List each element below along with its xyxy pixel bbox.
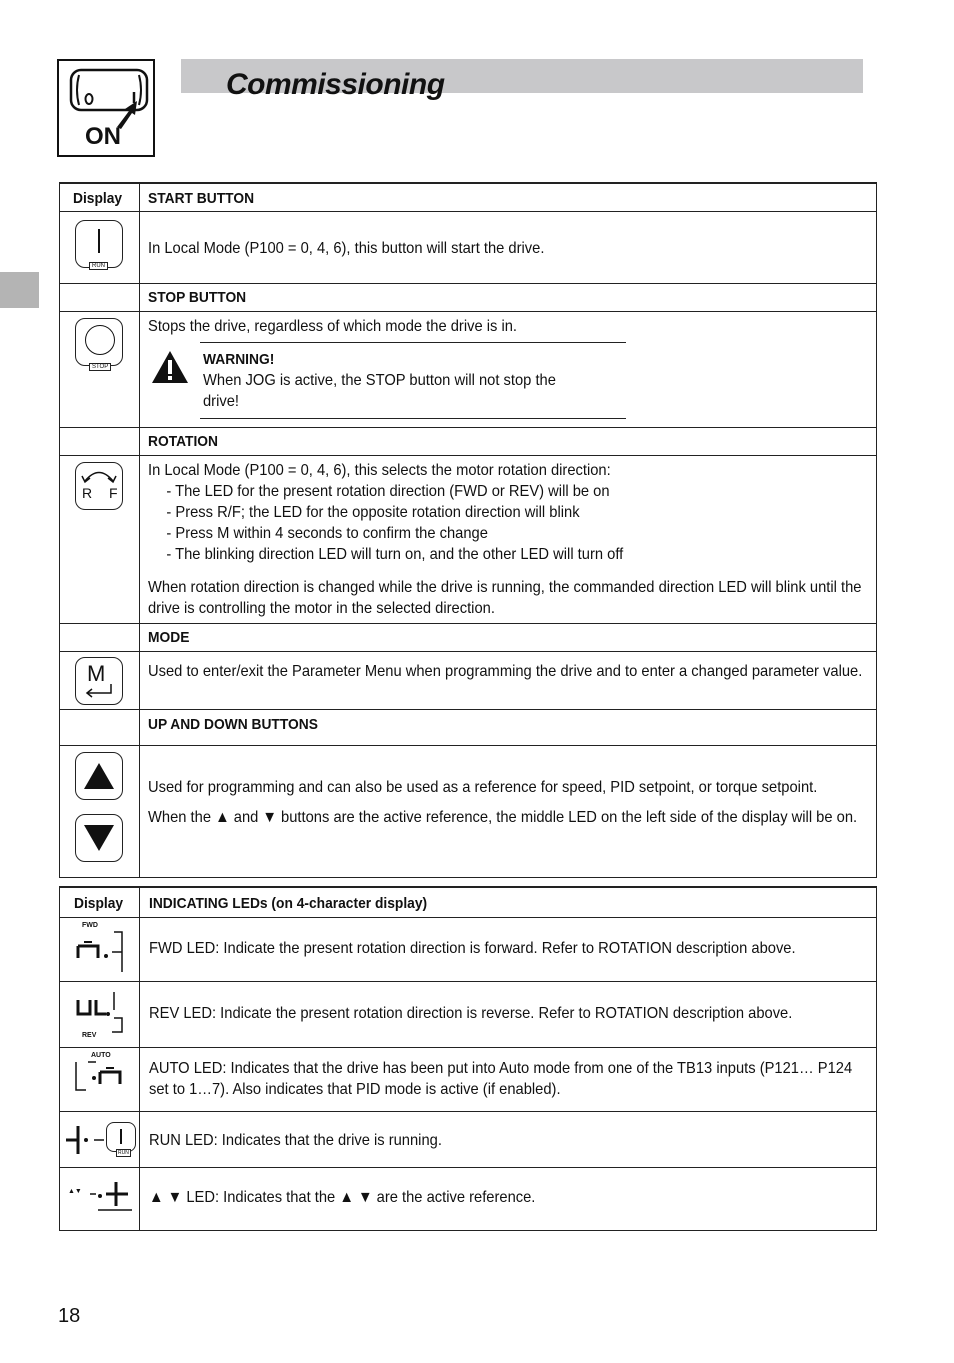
warning-bottom-rule — [200, 418, 626, 419]
run-key-icon — [75, 220, 123, 268]
warning-top-rule — [200, 342, 626, 343]
rotation-bullet: - The LED for the present rotation direction (FWD or REV) will be on — [166, 483, 610, 500]
mode-key-label: M — [87, 661, 106, 686]
leds-heading: INDICATING LEDs (on 4-character display) — [149, 895, 428, 912]
updown-heading-row — [60, 709, 876, 745]
rev-led-text: REV LED: Indicate the present rotation direction is reverse. Refer to ROTATION description above. — [149, 1005, 793, 1022]
down-key-icon — [75, 814, 123, 862]
auto-led-text: AUTO LED: Indicates that the drive has been put into Auto mode from one of the TB13 inputs (P121… P124 set to 1…7). Also indicates that PID mode is active (if enabled). — [149, 1060, 853, 1098]
fwd-led-icon — [76, 928, 126, 976]
mode-text: Used to enter/exit the Parameter Menu when programming the drive and to enter a changed parameter value. — [148, 663, 863, 680]
updown-led-text: ▲ ▼ LED: Indicates that the ▲ ▼ are the active reference. — [149, 1189, 536, 1206]
updown-tag: ▲▼ — [68, 1188, 82, 1195]
on-switch-icon — [57, 59, 155, 157]
rotation-heading-row — [60, 427, 876, 455]
fwd-led-row — [60, 917, 876, 981]
stop-row — [60, 311, 876, 427]
fwd-tag: FWD — [82, 922, 98, 929]
rotation-key-icon — [75, 462, 123, 510]
up-key-icon — [75, 752, 123, 800]
stop-text: Stops the drive, regardless of which mode the drive is in. — [148, 318, 518, 335]
rotation-note: When rotation direction is changed while the drive is running, the commanded direction LED will blink until the drive is controlling the motor in the selected direction. — [148, 579, 862, 617]
warning-icon — [151, 350, 189, 389]
mode-heading: MODE — [148, 629, 190, 646]
warning-text: When JOG is active, the STOP button will not stop the drive! — [203, 372, 556, 410]
run-tag: RUN — [118, 1150, 129, 1156]
rotation-intro: In Local Mode (P100 = 0, 4, 6), this selects the motor rotation direction: — [148, 462, 611, 479]
rotation-text — [148, 460, 875, 565]
updown-heading: UP AND DOWN BUTTONS — [148, 716, 318, 733]
rotation-heading: ROTATION — [148, 433, 219, 450]
rotation-bullet: - The blinking direction LED will turn on, and the other LED will turn off — [166, 546, 624, 563]
leds-table — [59, 886, 877, 1231]
rotation-bullet: - Press M within 4 seconds to confirm the change — [166, 525, 488, 542]
auto-led-row — [60, 1047, 876, 1111]
page-number: 18 — [58, 1305, 81, 1327]
updown-led-icon — [88, 1178, 136, 1218]
updown-text-2: When the ▲ and ▼ buttons are the active reference, the middle LED on the left side of the display will be on. — [148, 809, 858, 826]
updown-led-row — [60, 1167, 876, 1223]
mode-heading-row — [60, 623, 876, 651]
rotation-bullet: - Press R/F; the LED for the opposite rotation direction will blink — [166, 504, 580, 521]
run-led-icon — [64, 1124, 112, 1156]
warning-title: WARNING! — [203, 351, 275, 368]
rev-tag: REV — [82, 1032, 97, 1039]
side-tab — [0, 272, 39, 308]
buttons-table — [59, 182, 877, 878]
mode-row — [60, 651, 876, 709]
updown-text-1: Used for programming and can also be used as a reference for speed, PID setpoint, or torque setpoint. — [148, 779, 818, 796]
table-header-row — [60, 183, 876, 212]
rev-led-icon — [76, 988, 126, 1036]
stop-heading: STOP BUTTON — [148, 289, 247, 306]
fwd-led-text: FWD LED: Indicate the present rotation direction is forward. Refer to ROTATION description above. — [149, 940, 796, 957]
auto-led-icon — [74, 1060, 128, 1106]
stop-key-label: STOP — [89, 363, 111, 371]
display-header: Display — [74, 895, 124, 912]
rev-led-row — [60, 981, 876, 1047]
page-title: Commissioning — [226, 68, 445, 101]
rotation-key-f: F — [109, 485, 118, 501]
rotation-key-r: R — [82, 485, 93, 501]
leds-header-row — [60, 887, 876, 917]
updown-row — [60, 745, 876, 879]
rotation-row — [60, 455, 876, 623]
stop-key-icon — [75, 318, 123, 366]
run-led-text: RUN LED: Indicates that the drive is running. — [149, 1132, 442, 1149]
run-key-label: RUN — [89, 262, 108, 270]
auto-tag: AUTO — [91, 1052, 111, 1059]
run-key-mini-icon — [106, 1122, 136, 1152]
start-text: In Local Mode (P100 = 0, 4, 6), this button will start the drive. — [148, 240, 545, 257]
on-label: ON — [85, 123, 121, 150]
run-led-row — [60, 1111, 876, 1167]
stop-heading-row — [60, 283, 876, 311]
start-heading: START BUTTON — [148, 190, 255, 207]
start-row — [60, 211, 876, 283]
display-header: Display — [73, 190, 123, 207]
mode-key-icon — [75, 657, 123, 705]
